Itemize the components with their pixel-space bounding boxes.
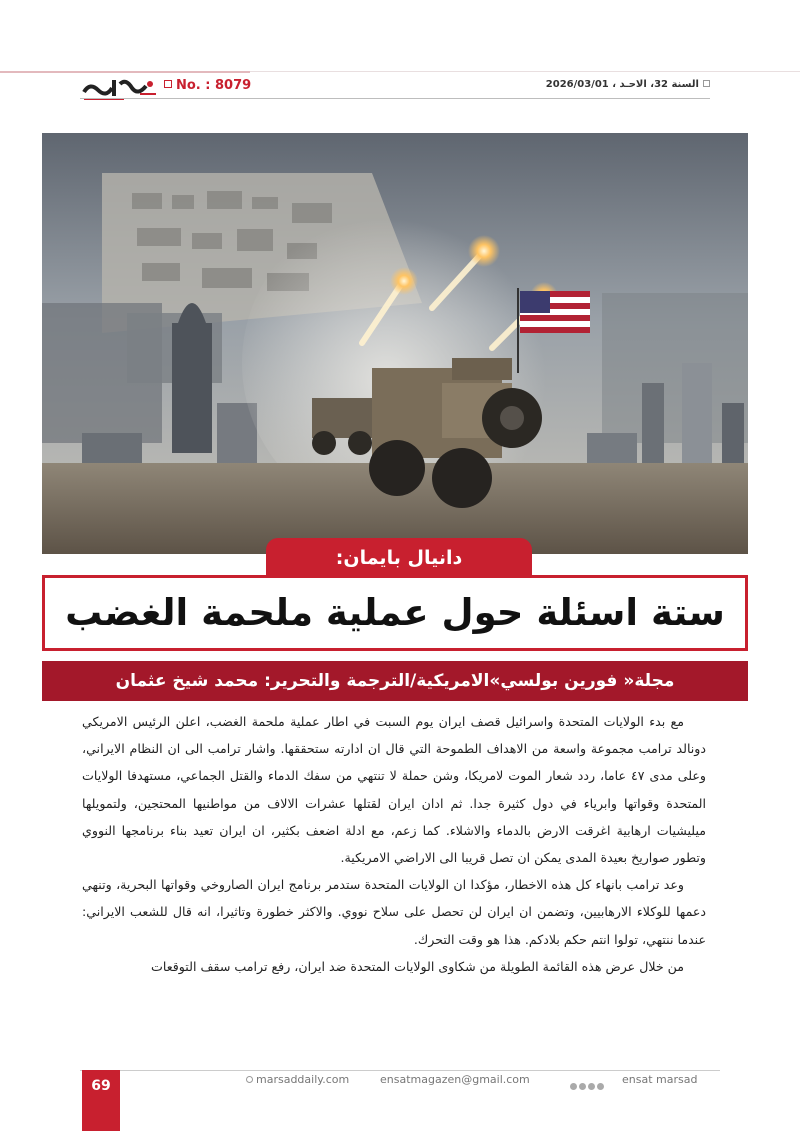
issue-number	[164, 78, 251, 93]
issue-date	[546, 79, 710, 90]
footer-email[interactable]: ensatmagazen@gmail.com	[380, 1073, 530, 1086]
twitter-icon[interactable]	[579, 1083, 586, 1090]
source-credit-bar: مجلة« فورين بولسي»الامريكية/الترجمة والتحرير: محمد شيخ عثمان	[42, 661, 748, 701]
youtube-icon[interactable]	[597, 1083, 604, 1090]
paragraph: من خلال عرض هذه القائمة الطويلة من شكاوى الولايات المتحدة ضد ايران، رفع ترامب سقف التوقعات	[151, 958, 684, 974]
globe-icon	[246, 1076, 253, 1083]
square-icon	[703, 80, 710, 87]
paragraph: وعد ترامب بانهاء كل هذه الاخطار، مؤكدا ان الولايات المتحدة ستدمر برنامج ايران الصاروخي وقواتها البحرية، وتنهي دعمها للوكلاء الارهابيين، وتضمن ان ايران لن تحصل على سلاح نووي. والاكثر خطورة وتاثيرا، انه قال للشعب الايراني: عندما ننتهي، تولوا انتم حكم بلادكم. هذا هو وقت التحرك.	[82, 877, 706, 947]
issue-number-text: No. : 8079	[176, 78, 252, 93]
facebook-icon[interactable]	[570, 1083, 577, 1090]
square-icon	[164, 80, 172, 88]
issue-date-text: السنة 32، الاحـد ، 2026/03/01	[545, 79, 699, 90]
footer-handle: ensat marsad	[622, 1073, 698, 1086]
headline-box	[42, 575, 748, 651]
article-body	[82, 708, 706, 980]
page-number: 69	[82, 1070, 120, 1131]
hero-image	[42, 133, 748, 554]
paragraph: مع بدء الولايات المتحدة واسرائيل قصف ايران يوم السبت في اطار عملية ملحمة الغضب، اعلن الرئيس الامريكي دونالد ترامب مجموعة واسعة من الاهداف الطموحة التي قال ان ادارته ستحققها. واشار ترامب الى ان النظام الايراني، وعلى مدى ٤٧ عاما، ردد شعار الموت لامريكا، وشن حملة لا تنتهي من سفك الدماء والقتل الجماعي، مستهدفا الولايات المتحدة وقواتها وابرياء في دول كثيرة جدا. ثم ادان ايران لقتلها عشرات الالاف من مواطنيها المحتجين، ولتمويلها ميليشيات ارهابية اغرقت الارض بالدماء والاشلاء. كما زعم، مع ادلة اضعف بكثير، ان ايران تعيد بناء برنامجها النووي وتطور صواريخ بعيدة المدى يمكن ان تصل قريبا الى الاراضي الامريكية.	[82, 714, 706, 866]
footer-website[interactable]	[246, 1073, 349, 1086]
header-divider	[80, 98, 710, 99]
website-text: marsaddaily.com	[256, 1073, 350, 1086]
article-title: ستة اسئلة حول عملية ملحمة الغضب	[65, 591, 725, 634]
social-icons	[570, 1075, 606, 1094]
author-tab: دانيال بايمان:	[266, 538, 532, 578]
footer-divider	[80, 1070, 720, 1071]
instagram-icon[interactable]	[588, 1083, 595, 1090]
